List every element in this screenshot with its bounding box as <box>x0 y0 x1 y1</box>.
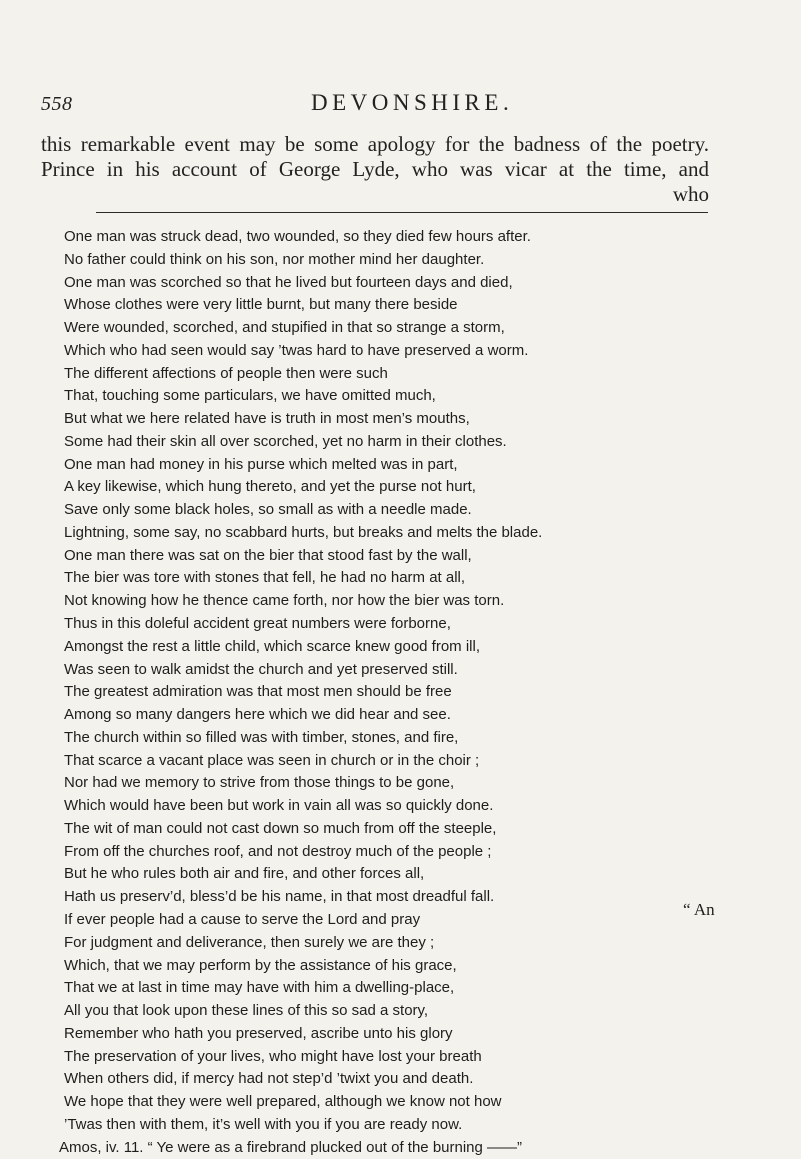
verse-line: The church within so filled was with timber, stones, and fire, <box>64 728 459 746</box>
prose-line: who <box>672 182 709 206</box>
verse-block <box>59 226 724 1159</box>
verse-line: Was seen to walk amidst the church and yet preserved still. <box>64 660 458 678</box>
verse-line: Nor had we memory to strive from those things to be gone, <box>64 774 455 792</box>
prose-line: Prince in his account of George Lyde, who was vicar at the time, and <box>41 157 709 181</box>
verse-line: Hath us preserv’d, bless’d be his name, in that most dreadful fall. <box>64 888 495 906</box>
verse-line: For judgment and deliverance, then surely we are they ; <box>64 933 435 951</box>
prose-paragraph <box>41 132 709 207</box>
verse-line: Among so many dangers here which we did hear and see. <box>64 706 451 724</box>
verse-line: Some had their skin all over scorched, yet no harm in their clothes. <box>64 432 507 450</box>
verse-line: We hope that they were well prepared, although we know not how <box>64 1093 502 1111</box>
verse-line: One man had money in his purse which melted was in part, <box>64 455 458 473</box>
verse-line: That we at last in time may have with him a dwelling-place, <box>64 979 455 997</box>
verse-line: If ever people had a cause to serve the Lord and pray <box>64 910 421 928</box>
verse-line: The preservation of your lives, who might have lost your breath <box>64 1047 482 1065</box>
verse-line: Whose clothes were very little burnt, but many there beside <box>64 296 458 314</box>
verse-line: But what we here related have is truth in most men’s mouths, <box>64 410 470 428</box>
verse-line: Lightning, some say, no scabbard hurts, but breaks and melts the blade. <box>64 523 543 541</box>
verse-line: The bier was tore with stones that fell, he had no harm at all, <box>64 569 466 587</box>
verse-line: ’Twas then with them, it’s well with you if you are ready now. <box>64 1115 463 1133</box>
verse-line: When others did, if mercy had not step’d ’twixt you and death. <box>64 1070 474 1088</box>
verse-line: Amos, iv. 11. “ Ye were as a firebrand plucked out of the burning ——” <box>59 1138 523 1156</box>
page-number: 558 <box>41 93 73 115</box>
verse-line: A key likewise, which hung thereto, and yet the purse not hurt, <box>64 478 476 496</box>
verse-line: One man there was sat on the bier that stood fast by the wall, <box>64 546 472 564</box>
verse-line: That, touching some particulars, we have omitted much, <box>64 387 436 405</box>
verse-line: Not knowing how he thence came forth, nor how the bier was torn. <box>64 592 505 610</box>
verse-line: But he who rules both air and fire, and other forces all, <box>64 865 425 883</box>
verse-line: The greatest admiration was that most men should be free <box>64 683 452 701</box>
section-divider <box>96 212 708 213</box>
verse-line: Which who had seen would say ’twas hard to have preserved a worm. <box>64 341 529 359</box>
catchword: “ An <box>683 900 715 919</box>
prose-line: this remarkable event may be some apology for the badness of the poetry. <box>41 132 709 156</box>
verse-line: All you that look upon these lines of this so sad a story, <box>64 1002 429 1020</box>
verse-line: Save only some black holes, so small as with a needle made. <box>64 501 472 519</box>
verse-line: Thus in this doleful accident great numbers were forborne, <box>64 615 451 633</box>
verse-line: Remember who hath you preserved, ascribe unto his glory <box>64 1024 453 1042</box>
verse-line: From off the churches roof, and not destroy much of the people ; <box>64 842 492 860</box>
verse-line: That scarce a vacant place was seen in church or in the choir ; <box>64 751 480 769</box>
running-title: DEVONSHIRE. <box>311 90 514 115</box>
verse-line: No father could think on his son, nor mother mind her daughter. <box>64 250 485 268</box>
verse-line: The different affections of people then were such <box>64 364 388 382</box>
verse-line: Amongst the rest a little child, which scarce knew good from ill, <box>64 637 481 655</box>
verse-line: Which, that we may perform by the assistance of his grace, <box>64 956 457 974</box>
verse-line: One man was struck dead, two wounded, so they died few hours after. <box>64 228 531 245</box>
verse-line: The wit of man could not cast down so much from off the steeple, <box>64 819 497 837</box>
verse-line: Which would have been but work in vain all was so quickly done. <box>64 797 494 815</box>
verse-line: Were wounded, scorched, and stupified in that so strange a storm, <box>64 319 505 337</box>
verse-line: One man was scorched so that he lived but fourteen days and died, <box>64 273 513 291</box>
